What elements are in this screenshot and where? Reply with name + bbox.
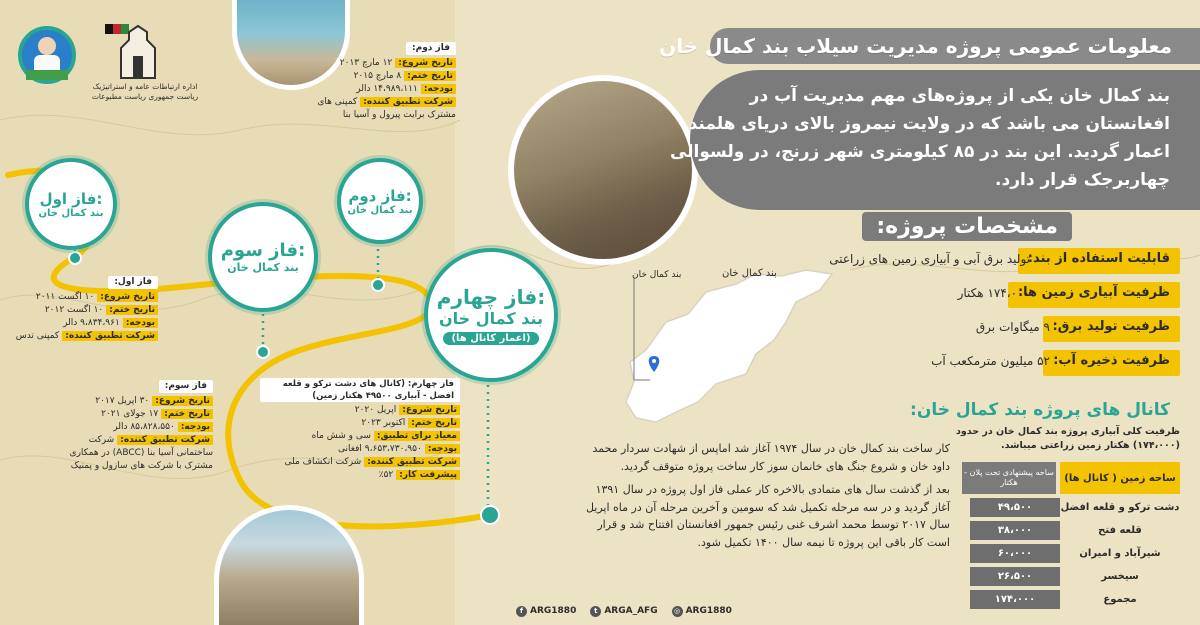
page-title: معلومات عمومی پروژه مدیریت سیلاب بند کمال خان bbox=[659, 34, 1172, 58]
phase3-start-row bbox=[68, 395, 213, 408]
phase1-circle-title: فاز اول: bbox=[39, 189, 103, 208]
canal-value: ۶۰،۰۰۰ bbox=[970, 544, 1060, 563]
phase4-company-value: شرکت انکشاف ملی bbox=[284, 457, 362, 467]
twitter-link[interactable] bbox=[590, 606, 657, 617]
spec-row bbox=[825, 248, 1180, 274]
phase4-progress-value: ۵۲٪ bbox=[378, 470, 394, 480]
phase4-progress-label: پیشرفت کار: bbox=[396, 470, 460, 480]
phase3-info bbox=[68, 380, 213, 473]
instagram-handle: ARG1880 bbox=[685, 606, 732, 616]
spec-label-irrigation: ظرفیت آبیاری زمین ها: bbox=[1008, 282, 1180, 308]
phase3-budget-value: ۸۵،۸۲۸،۵۵۰ دالر bbox=[113, 422, 175, 432]
social-links bbox=[516, 606, 732, 617]
phase2-budget-row bbox=[296, 83, 456, 96]
table-row bbox=[962, 544, 1180, 563]
phase3-head: فاز سوم: bbox=[159, 380, 213, 393]
spec-value-power: ۹ میگاوات برق bbox=[975, 320, 1050, 334]
facebook-link[interactable] bbox=[516, 606, 576, 617]
canal-value: ۱۷۴،۰۰۰ bbox=[970, 590, 1060, 609]
phase1-company-label: شرکت تطبیق کننده: bbox=[62, 331, 158, 341]
spec-row bbox=[825, 316, 1180, 342]
spec-value-irrigation: ۱۷۴،۰۰۰ هکتار bbox=[957, 286, 1030, 300]
twitter-icon: t bbox=[590, 606, 601, 617]
phase1-company-value: کمپنی تدس bbox=[15, 331, 60, 341]
phase3-company-value: شرکت ساختمانی آسیا بنا (ABCC) در همکاری مشترک با شرکت های سازول و پمنیک bbox=[69, 435, 213, 471]
phase4-info bbox=[260, 378, 460, 482]
phase1-company-row bbox=[8, 330, 158, 343]
phase3-end-label: تاریخ ختم: bbox=[161, 409, 213, 419]
phase3-start-label: تاریخ شروع: bbox=[152, 396, 213, 406]
afghanistan-map bbox=[606, 262, 836, 432]
emblem-logo-icon bbox=[103, 18, 173, 88]
phase2-start-value: ۱۲ مارچ ۲۰۱۳ bbox=[339, 58, 393, 68]
spec-value-storage: ۵۲ میلیون مترمکعب آب bbox=[931, 354, 1050, 368]
table-row bbox=[962, 521, 1180, 540]
canal-name: شیرآباد و امیران bbox=[1079, 548, 1161, 559]
canal-table-header bbox=[962, 462, 1180, 494]
phase4-budget-row bbox=[260, 443, 460, 456]
phase2-company-label: شرکت تطبیق کننده: bbox=[360, 97, 456, 107]
history-text bbox=[580, 440, 950, 557]
phase2-end-row bbox=[296, 70, 456, 83]
canals-note: ظرفیت کلی آبیاری پروژه بند کمال خان در حدود (۱۷۴،۰۰۰) هکتار زمین زراعتی میباشد. bbox=[955, 426, 1180, 451]
phase3-end-row bbox=[68, 408, 213, 421]
dam-reservoir-photo bbox=[214, 505, 364, 625]
instagram-icon: ◎ bbox=[672, 606, 683, 617]
phase3-circle-sub: بند کمال خان bbox=[227, 261, 299, 274]
phase4-end-row bbox=[260, 417, 460, 430]
phase1-circle bbox=[25, 158, 117, 250]
phase1-budget-value: ۹،۸۳۴،۹۶۱ دالر bbox=[63, 318, 120, 328]
spec-label-usage: قابلیت استفاده از بند: bbox=[1018, 248, 1180, 274]
phase3-end-value: ۱۷ جولای ۲۰۲۱ bbox=[101, 409, 159, 419]
twitter-handle: ARGA_AFG bbox=[604, 606, 658, 616]
phase4-end-value: اکتوبر ۲۰۲۳ bbox=[361, 418, 406, 428]
instagram-link[interactable] bbox=[672, 606, 732, 617]
spec-row bbox=[825, 282, 1180, 308]
specs-title: مشخصات پروژه: bbox=[862, 212, 1072, 241]
phase3-company-label: شرکت تطبیق کننده: bbox=[117, 435, 213, 445]
phase2-start-label: تاریخ شروع: bbox=[395, 58, 456, 68]
canal-name: قلعه فتح bbox=[1098, 525, 1142, 536]
phase1-info bbox=[8, 276, 158, 343]
phase2-budget-label: بودجه: bbox=[421, 84, 456, 94]
phase4-circle-title: فاز چهارم: bbox=[436, 285, 546, 309]
phase3-circle-title: فاز سوم: bbox=[220, 240, 306, 261]
phase3-budget-row bbox=[68, 421, 213, 434]
phase1-start-value: ۱۰ اگست ۲۰۱۱ bbox=[35, 292, 95, 302]
history-paragraph-2: بعد از گذشت سال های متمادی بالاخره کار عملی فاز اول پروژه در سال ۱۳۹۱ آغاز گردید و در سه مرحله تکمیل شد که سومین و آخرین مرحله آن در ماه اپریل سال ۲۰۱۷ توسط محمد اشرف غنی رئیس جمهور افغانستان افتتاح شد و قرار است کار باقی این پروژه تا نیمه سال ۱۴۰۰ تکمیل شود. bbox=[585, 483, 950, 549]
phase1-start-label: تاریخ شروع: bbox=[97, 292, 158, 302]
phase4-end-label: تاریخ ختم: bbox=[408, 418, 460, 428]
phase1-start-row bbox=[8, 291, 158, 304]
phase4-head: فاز چهارم: (کانال های دشت ترکو و قلعه افضل - آبیاری ۴۹۵۰۰ هکتار زمین) bbox=[260, 378, 460, 402]
phase4-start-row bbox=[260, 404, 460, 417]
phase1-end-value: ۱۰ اگست ۲۰۱۲ bbox=[44, 305, 104, 315]
phase2-company-row bbox=[296, 96, 456, 122]
phase1-circle-sub: بند کمال خان bbox=[38, 207, 104, 219]
canal-name: سیخسر bbox=[1101, 571, 1139, 582]
phase3-circle bbox=[208, 202, 318, 312]
canal-name: مجموع bbox=[1103, 594, 1137, 605]
phase4-progress-row bbox=[260, 469, 460, 482]
table-row bbox=[962, 498, 1180, 517]
presidential-logo-icon bbox=[18, 22, 76, 88]
spec-row bbox=[825, 350, 1180, 376]
phase1-end-label: تاریخ ختم: bbox=[106, 305, 158, 315]
phase3-budget-label: بودجه: bbox=[178, 422, 213, 432]
phase2-head: فاز دوم: bbox=[406, 42, 456, 55]
spec-value-usage: تولید برق آبی و آبیاری زمین های زراعتی bbox=[829, 252, 1030, 266]
phase3-company-row bbox=[68, 434, 213, 473]
canal-value: ۳۸،۰۰۰ bbox=[970, 521, 1060, 540]
canals-title: کانال های پروژه بند کمال خان: bbox=[910, 400, 1170, 420]
canal-table bbox=[962, 462, 1180, 613]
phase4-period-label: معیاد برای تطبیق: bbox=[374, 431, 460, 441]
phase4-start-label: تاریخ شروع: bbox=[399, 405, 460, 415]
canal-value: ۴۹،۵۰۰ bbox=[970, 498, 1060, 517]
facebook-icon: f bbox=[516, 606, 527, 617]
phase2-end-value: ۸ مارچ ۲۰۱۵ bbox=[353, 71, 402, 81]
phase2-circle-title: فاز دوم: bbox=[348, 186, 412, 205]
map-pin-label: بند کمال خان bbox=[632, 270, 682, 280]
phase4-start-value: اپریل ۲۰۲۰ bbox=[354, 405, 397, 415]
canal-col-value: ساحه پیشنهادی تحت پلان - هکتار bbox=[962, 462, 1056, 494]
phase1-budget-label: بودجه: bbox=[123, 318, 158, 328]
phase4-circle-sub: بند کمال خان bbox=[438, 309, 544, 328]
phase1-budget-row bbox=[8, 317, 158, 330]
phase2-circle bbox=[337, 158, 423, 244]
phase4-period-value: سی و شش ماه bbox=[311, 431, 371, 441]
phase4-budget-label: بودجه: bbox=[425, 444, 460, 454]
canal-name: دشت ترکو و قلعه افضل bbox=[1060, 502, 1180, 513]
phase2-start-row bbox=[296, 57, 456, 70]
phase4-company-row bbox=[260, 456, 460, 469]
table-row bbox=[962, 567, 1180, 586]
intro-text: بند کمال خان یکی از پروژه‌های مهم مدیریت آب در افغانستان می باشد که در ولایت نیمروز بالای دریای هلمند اعمار گردید. این بند در ۸۵ کیلومتری شهر زرنج، در ولسوالی چهاربرجک قرار دارد. bbox=[669, 86, 1170, 190]
phase1-head: فاز اول: bbox=[108, 276, 158, 289]
phase4-circle-sub2: (اعمار کانال ها) bbox=[443, 332, 538, 345]
map-label: بند کمال خان bbox=[722, 268, 777, 279]
phase1-end-row bbox=[8, 304, 158, 317]
logo-caption: اداره ارتباطات عامه و استراتیژیک ریاست جمهوری ریاست مطبوعات bbox=[91, 82, 199, 101]
phase2-info bbox=[296, 42, 456, 122]
phase2-circle-sub: بند کمال خان bbox=[347, 204, 413, 216]
phase4-budget-value: ۹،۶۵۳،۷۳۰،۹۵۰ افغانی bbox=[337, 444, 422, 454]
phase2-company-value: کمپنی های مشترک برایت پیرول و آسیا بنا bbox=[317, 97, 456, 120]
table-row bbox=[962, 590, 1180, 609]
history-paragraph-1: کار ساخت بند کمال خان در سال ۱۹۷۴ آغاز شد اماپس از شهادت سردار محمد داود خان و شروع جنگ های خانمان سوز کار ساخت پروژه متوقف گردید. bbox=[592, 442, 950, 473]
phase3-start-value: ۳۰ اپریل ۲۰۱۷ bbox=[95, 396, 150, 406]
phase4-period-row bbox=[260, 430, 460, 443]
phase4-company-label: شرکت تطبیق کننده: bbox=[364, 457, 460, 467]
canal-col-name: ساحه زمین ( کانال ها) bbox=[1060, 462, 1180, 494]
phase2-budget-value: ۱۴،۹۸۹،۱۱۱ دالر bbox=[356, 84, 418, 94]
phase4-circle bbox=[424, 248, 558, 382]
spec-label-storage: ظرفیت ذخیره آب: bbox=[1043, 350, 1180, 376]
canal-value: ۲۶،۵۰۰ bbox=[970, 567, 1060, 586]
spec-label-power: ظرفیت تولید برق: bbox=[1043, 316, 1180, 342]
facebook-handle: ARG1880 bbox=[530, 606, 577, 616]
phase2-end-label: تاریخ ختم: bbox=[404, 71, 456, 81]
